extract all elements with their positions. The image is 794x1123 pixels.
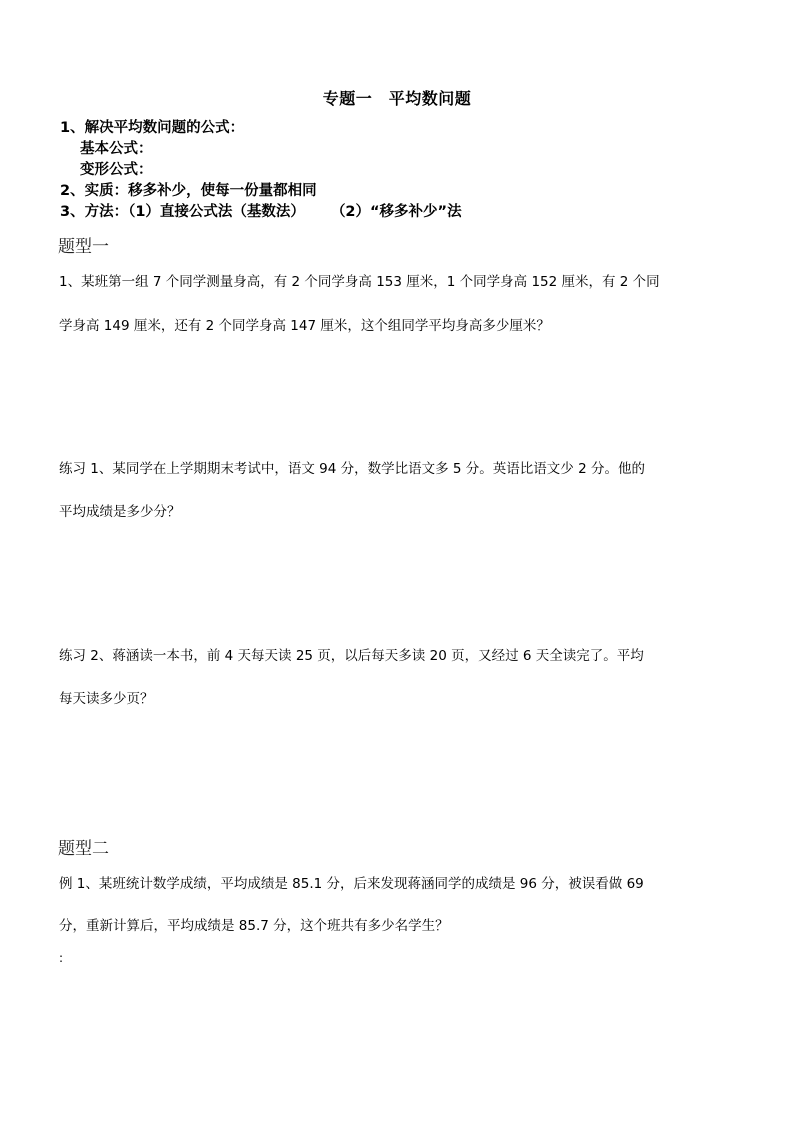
stray-mark: : (59, 951, 64, 965)
method-line (60, 202, 462, 222)
method-1: 3、方法：（1）直接公式法（基数法） (60, 204, 305, 220)
exercise-2-line-2: 每天读多少页？ (59, 691, 154, 707)
page-title: 专题一 平均数问题 (322, 89, 472, 108)
formula-heading: 1、解决平均数问题的公式： (60, 120, 245, 136)
essence-line: 2、实质：移多补少，使每一份量都相同 (60, 183, 317, 199)
exercise-1-line-2: 平均成绩是多少分？ (59, 504, 181, 520)
question-1-line-1: 1、某班第一组 7 个同学测量身高，有 2 个同学身高 153 厘米，1 个同学身高 152 厘米，有 2 个同 (59, 274, 660, 290)
exercise-2-line-1: 练习 2、蒋涵读一本书，前 4 天每天读 25 页，以后每天多读 20 页，又经过 6 天全读完了。平均 (59, 648, 644, 664)
basic-formula-label: 基本公式： (80, 141, 153, 157)
example-1-line-2: 分，重新计算后，平均成绩是 85.7 分，这个班共有多少名学生？ (59, 918, 449, 934)
example-1-line-1: 例 1、某班统计数学成绩，平均成绩是 85.1 分，后来发现蒋涵同学的成绩是 96 分，被误看做 69 (59, 876, 644, 892)
section-heading-type2: 题型二 (58, 839, 109, 859)
exercise-1-line-1: 练习 1、某同学在上学期期末考试中，语文 94 分，数学比语文多 5 分。英语比语文少 2 分。他的 (59, 461, 645, 477)
question-1-line-2: 学身高 149 厘米，还有 2 个同学身高 147 厘米，这个组同学平均身高多少厘米？ (59, 318, 550, 334)
method-2: （2）“移多补少”法 (330, 204, 462, 220)
variant-formula-label: 变形公式： (80, 162, 153, 178)
section-heading-type1: 题型一 (58, 237, 109, 257)
